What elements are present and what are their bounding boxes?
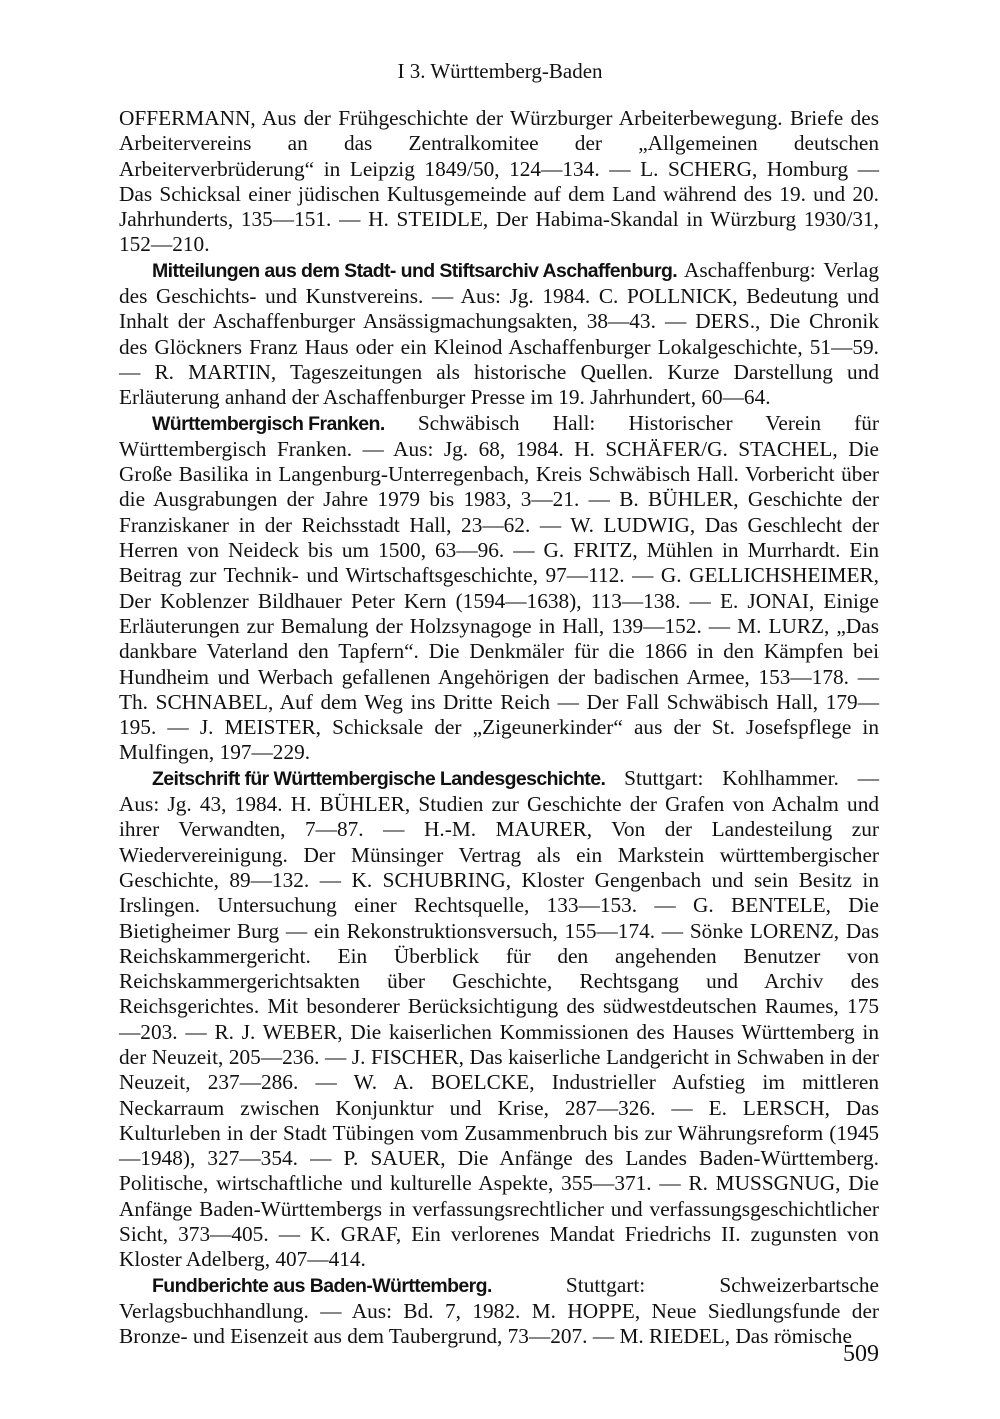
- entry-text: Schwäbisch Hall: Historischer Verein für Württembergisch Franken. — Aus: Jg. 68, 1984. H. SCHÄFER/G. STACHEL, Die Große Basilika in Langenburg-Unterregenbach, Kreis Schwäbisch Hall. Vorbericht über die Ausgrabungen der Jahre 1979 bis 1983, 3—21. — B. BÜHLER, Geschichte der Franziskaner in der Reichsstadt Hall, 23—62. — W. LUDWIG, Das Geschlecht der Herren von Neideck bis um 1500, 63—96. — G. FRITZ, Mühlen in Murrhardt. Ein Beitrag zur Technik- und Wirtschaftsgeschichte, 97—112. — G. GELLICHSHEIMER, Der Koblenzer Bildhauer Peter Kern (1594—1638), 113—138. — E. JONAI, Einige Erläuterungen zur Bemalung der Holzsynagoge in Hall, 139—152. — M. LURZ, „Das dankbare Vaterland den Tapfern“. Die Denkmäler für die 1866 in den Kämpfen bei Hundheim und Werbach gefallenen Angehörigen der badischen Armee, 153—178. — Th. SCHNABEL, Auf dem Weg ins Dritte Reich — Der Fall Schwäbisch Hall, 179—195. — J. MEISTER, Schicksale der „Zigeunerkinder“ aus der St. Josefspflege in Mulfingen, 197—229.: [119, 410, 879, 765]
- entry-text: OFFERMANN, Aus der Frühgeschichte der Würzburger Arbeiterbewegung. Briefe des Arbeitervereins an das Zentralkomitee der „Allgemeinen deutschen Arbeiterverbrüderung“ in Leipzig 1849/50, 124—134. — L. SCHERG, Homburg — Das Schicksal einer jüdischen Kultusgemeinde auf dem Land während des 19. und 20. Jahrhunderts, 135—151. — H. STEIDLE, Der Habima-Skandal in Würzburg 1930/31, 152—210.: [119, 106, 879, 257]
- bibliography-entry: [119, 106, 879, 258]
- entry-text: Aschaffenburg: Verlag des Geschichts- und Kunstvereins. — Aus: Jg. 1984. C. POLLNICK, Bedeutung und Inhalt der Aschaffenburger Ansässigmachungsakten, 38—43. — DERS., Die Chronik des Glöckners Franz Haus oder ein Kleinod Aschaffenburger Lokalgeschichte, 51—59. — R. MARTIN, Tageszeitungen als historische Quellen. Kurze Darstellung und Erläuterung anhand der Aschaffenburger Presse im 19. Jahrhundert, 60—64.: [119, 257, 879, 410]
- bibliography-entry: [119, 766, 879, 1273]
- running-head: I 3. Württemberg-Baden: [397, 59, 603, 83]
- page-number: 509: [843, 1341, 879, 1367]
- journal-title: Mitteilungen aus dem Stadt- und Stiftsarchiv Aschaffenburg.: [152, 259, 678, 282]
- journal-title: Württembergisch Franken.: [152, 412, 385, 435]
- journal-title: Fundberichte aus Baden-Württemberg.: [152, 1274, 492, 1297]
- bibliography-entry: [119, 1273, 879, 1350]
- entry-text: Stuttgart: Schweizerbartsche Verlagsbuchhandlung. — Aus: Bd. 7, 1982. M. HOPPE, Neue Siedlungsfunde der Bronze- und Eisenzeit aus dem Taubergrund, 73—207. — M. RIEDEL, Das römische: [119, 1272, 879, 1349]
- journal-title: Zeitschrift für Württembergische Landesgeschichte.: [152, 767, 606, 790]
- bibliography-entry: [119, 258, 879, 411]
- bibliography-entry: [119, 411, 879, 766]
- entry-text: Stuttgart: Kohlhammer. — Aus: Jg. 43, 1984. H. BÜHLER, Studien zur Geschichte der Grafen von Achalm und ihrer Verwandten, 7—87. — H.-M. MAURER, Von der Landesteilung zur Wiedervereinigung. Der Münsinger Vertrag als ein Markstein württembergischer Geschichte, 89—132. — K. SCHUBRING, Kloster Gengenbach und sein Besitz in Irslingen. Untersuchung einer Rechtsquelle, 133—153. — G. BENTELE, Die Bietigheimer Burg — ein Rekonstruktionsversuch, 155—174. — Sönke LORENZ, Das Reichskammergericht. Ein Überblick für den angehenden Benutzer von Reichskammergerichtsakten über Geschichte, Rechtsgang und Archiv des Reichsgerichtes. Mit besonderer Berücksichtigung des südwestdeutschen Raumes, 175—203. — R. J. WEBER, Die kaiserlichen Kommissionen des Hauses Württemberg in der Neuzeit, 205—236. — J. FISCHER, Das kaiserliche Landgericht in Schwaben in der Neuzeit, 237—286. — W. A. BOELCKE, Industrieller Aufstieg im mittleren Neckarraum zwischen Konjunktur und Krise, 287—326. — E. LERSCH, Das Kulturleben in der Stadt Tübingen vom Zusammenbruch bis zur Währungsreform (1945—1948), 327—354. — P. SAUER, Die Anfänge des Landes Baden-Württemberg. Politische, wirtschaftliche und kulturelle Aspekte, 355—371. — R. MUSSGNUG, Die Anfänge Baden-Württembergs in verfassungsrechtlicher und verfassungsgeschichtlicher Sicht, 373—405. — K. GRAF, Ein verlorenes Mandat Friedrichs II. zugunsten von Kloster Adelberg, 407—414.: [119, 765, 879, 1272]
- bibliography-body: [119, 106, 879, 1350]
